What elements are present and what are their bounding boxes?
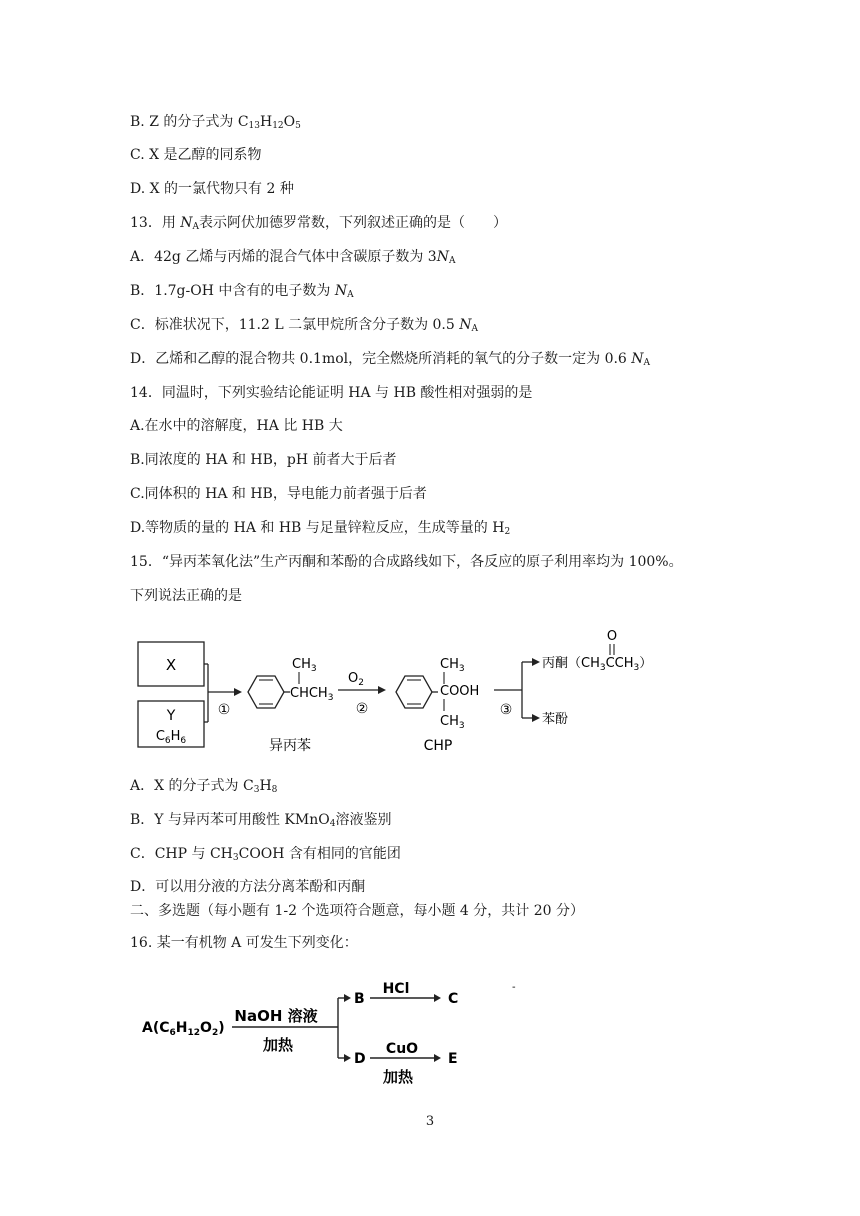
q15-option-a-text: A．X 的分子式为 C: [130, 778, 254, 794]
q15-stem-line2: 下列说法正确的是: [130, 588, 242, 604]
arrow-head: [234, 688, 242, 696]
chp-ch3-top: $CH_3$: [440, 657, 465, 674]
condition-heat-2: 加热: [382, 1068, 414, 1086]
na-symbol: N: [631, 351, 644, 367]
reagent-naoh: NaOH 溶液: [234, 1007, 318, 1025]
q12-option-b: [130, 112, 301, 132]
compound-b: B: [354, 991, 365, 1007]
step-3-label: ③: [499, 702, 513, 718]
formula-part: H: [259, 778, 272, 794]
q13-stem-pre: 13．用: [130, 215, 181, 231]
reagent-cuo: CuO: [385, 1041, 419, 1057]
benzene-ring-cumene: [248, 676, 284, 708]
q13-option-a-text: A．42g 乙烯与丙烯的混合气体中含碳原子数为 3: [130, 249, 437, 265]
q13-stem-post: 表示阿伏加德罗常数，下列叙述正确的是（ ）: [199, 215, 508, 231]
phenol-label: 苯酚: [542, 712, 569, 727]
q15-stem-line1: 15．“异丙苯氧化法”生产丙酮和苯酚的合成路线如下，各反应的原子利用率均为 100%。: [130, 554, 683, 570]
subscript: 3: [232, 853, 239, 863]
q15-option-b-text: B．Y 与异丙苯可用酸性 KMnO: [130, 812, 330, 828]
formula-part: O: [283, 114, 296, 130]
na-symbol: N: [180, 215, 193, 231]
cumene-ch3: $CH_3$: [292, 657, 317, 674]
q15-option-c: [130, 844, 401, 864]
compound-e: E: [448, 1051, 458, 1067]
box-y-formula: $C_6H_6$: [155, 729, 187, 746]
na-symbol: N: [459, 317, 472, 333]
q13-option-d-text: D．乙烯和乙醇的混合物共 0.1mol，完全燃烧所消耗的氧气的分子数一定为 0.6: [130, 351, 632, 367]
q14-option-a: A.在水中的溶解度，HA 比 HB 大: [130, 418, 343, 434]
q13-option-d: [130, 349, 650, 369]
arrow-head: [532, 658, 540, 666]
q14-option-d: [130, 518, 510, 538]
step-2-label: ②: [355, 701, 369, 717]
arrow-head: [344, 994, 351, 1002]
q15-option-b-text-post: 溶液鉴别: [335, 812, 392, 828]
q13-option-c: [130, 315, 478, 335]
subscript: A: [643, 358, 651, 368]
subscript: 3: [253, 785, 260, 795]
arrow-head: [532, 714, 540, 722]
subscript: 12: [272, 121, 284, 131]
subscript: 2: [504, 527, 511, 537]
q14-stem: 14．同温时，下列实验结论能证明 HA 与 HB 酸性相对强弱的是: [130, 385, 533, 401]
q15-option-a: [130, 776, 277, 796]
q13-option-c-text: C．标准状况下，11.2 L 二氯甲烷所含分子数为 0.5: [130, 317, 460, 333]
arrow-head: [434, 1054, 441, 1062]
reagent-hcl: HCl: [382, 981, 410, 997]
q15-synthesis-route-figure: [130, 622, 670, 760]
q16-reaction-figure: [138, 970, 528, 1098]
na-symbol: N: [436, 249, 449, 265]
q15-option-c-text-post: COOH 含有相同的官能团: [238, 846, 401, 862]
q12-option-b-text: B. Z 的分子式为 C: [130, 114, 249, 130]
compound-c: C: [448, 991, 459, 1007]
chp-ch3-bottom: $CH_3$: [440, 714, 465, 731]
arrow-head: [344, 1054, 351, 1062]
q13-option-b-text: B．1.7g-OH 中含有的电子数为: [130, 283, 335, 299]
q15-option-b: [130, 810, 391, 830]
formula-part: H: [259, 114, 273, 130]
q14-option-b: B.同浓度的 HA 和 HB，pH 前者大于后者: [130, 452, 397, 468]
step-1-label: ①: [217, 702, 231, 718]
box-x-label: X: [165, 656, 177, 674]
subscript: A: [192, 222, 200, 232]
q14-option-d-text: D.等物质的量的 HA 和 HB 与足量锌粒反应，生成等量的 H: [130, 520, 505, 536]
subscript: 8: [271, 785, 278, 795]
q12-option-d: D. X 的一氯代物只有 2 种: [130, 181, 294, 197]
arrow-head: [434, 994, 441, 1002]
subscript: 5: [295, 121, 301, 131]
acetone-label: 丙酮$(CH_3CCH_3)$: [542, 656, 653, 673]
arrow-head: [378, 686, 386, 694]
subscript: A: [347, 290, 354, 300]
chp-cooh: COOH: [440, 684, 480, 699]
acetone-carbonyl-o: O: [606, 629, 618, 644]
q13-option-b: [130, 281, 354, 301]
q16-stem: 16. 某一有机物 A 可发生下列变化：: [130, 935, 358, 951]
reagent-o2: $O_2$: [348, 671, 364, 688]
cumene-label: 异丙苯: [269, 738, 311, 754]
condition-heat: 加热: [262, 1036, 294, 1054]
box-y-label: Y: [166, 708, 176, 724]
benzene-ring-chp: [396, 676, 432, 708]
section-2-heading: 二、多选题（每小题有 1-2 个选项符合题意，每小题 4 分，共计 20 分）: [130, 903, 584, 919]
subscript: A: [448, 256, 456, 266]
q13-stem: [130, 213, 507, 233]
cumene-chch3: $CHCH_3$: [290, 686, 334, 703]
subscript: A: [471, 324, 478, 334]
q12-option-c: C. X 是乙醇的同系物: [130, 147, 262, 163]
q14-option-c: C.同体积的 HA 和 HB，导电能力前者强于后者: [130, 486, 427, 502]
q15-option-c-text: C．CHP 与 CH: [130, 846, 233, 862]
page-number: 3: [425, 1114, 435, 1129]
na-symbol: N: [334, 283, 348, 299]
compound-a: $A(C_6H_{12}O_2)$: [142, 1020, 225, 1038]
q15-option-d: D．可以用分液的方法分离苯酚和丙酮: [130, 879, 366, 895]
chp-label: CHP: [423, 738, 453, 754]
decorative-dot: -: [512, 982, 516, 993]
subscript: 4: [329, 819, 336, 829]
q13-option-a: [130, 247, 455, 267]
subscript: 13: [248, 121, 260, 131]
compound-d: D: [354, 1051, 366, 1067]
